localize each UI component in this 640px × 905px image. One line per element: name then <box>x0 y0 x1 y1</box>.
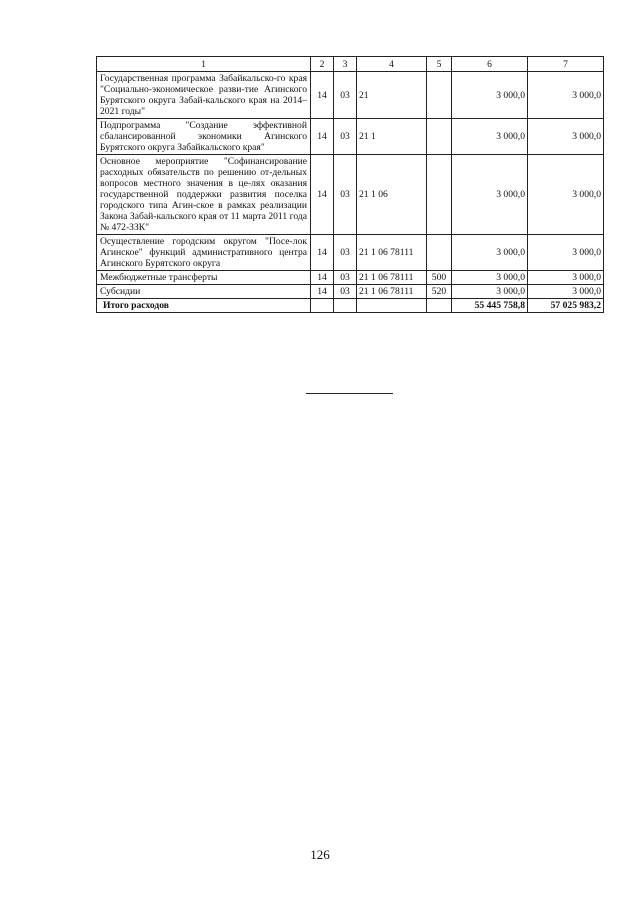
row-expense-type: 500 <box>427 271 452 285</box>
row-name: Государственная программа Забайкальско-го края "Социально-экономическое разви-тие Агинского Бурятского округа Забай-кальского края на 2014–2021 годы" <box>97 72 311 119</box>
row-subsection: 03 <box>334 72 357 119</box>
row-amount-year2: 3 000,0 <box>528 235 604 271</box>
header-cell-7: 7 <box>528 57 604 72</box>
header-cell-6: 6 <box>452 57 528 72</box>
total-empty-cell <box>311 299 334 313</box>
table-row <box>97 271 604 285</box>
row-target-code: 21 1 06 78111 <box>357 285 427 299</box>
budget-table <box>96 56 604 313</box>
row-section: 14 <box>311 271 334 285</box>
row-section: 14 <box>311 235 334 271</box>
row-expense-type <box>427 119 452 155</box>
table-row <box>97 119 604 155</box>
end-of-table-divider <box>306 393 393 394</box>
row-name: Межбюджетные трансферты <box>97 271 311 285</box>
total-empty-cell <box>357 299 427 313</box>
header-row <box>97 57 604 72</box>
row-subsection: 03 <box>334 235 357 271</box>
row-section: 14 <box>311 119 334 155</box>
row-subsection: 03 <box>334 155 357 235</box>
row-subsection: 03 <box>334 271 357 285</box>
header-cell-4: 4 <box>357 57 427 72</box>
total-amount-year2: 57 025 983,2 <box>528 299 604 313</box>
row-amount-year2: 3 000,0 <box>528 155 604 235</box>
row-expense-type: 520 <box>427 285 452 299</box>
header-cell-5: 5 <box>427 57 452 72</box>
row-section: 14 <box>311 155 334 235</box>
row-subsection: 03 <box>334 119 357 155</box>
total-empty-cell <box>334 299 357 313</box>
row-amount-year1: 3 000,0 <box>452 119 528 155</box>
row-amount-year1: 3 000,0 <box>452 72 528 119</box>
row-amount-year1: 3 000,0 <box>452 235 528 271</box>
total-row <box>97 299 604 313</box>
row-amount-year2: 3 000,0 <box>528 119 604 155</box>
row-name: Осуществление городским округом "Посе-лок Агинское" функций административного центра Агинского Бурятского округа <box>97 235 311 271</box>
row-name: Субсидии <box>97 285 311 299</box>
row-name: Основное мероприятие "Софинансирование расходных обязательств по решению от-дельных вопросов местного значения в це-лях оказания государственной поддержки развития поселка городского типа Агин-ское в рамках реализации Закона Забай-кальского края от 11 марта 2011 года № 472-ЗЗК" <box>97 155 311 235</box>
total-label: Итого расходов <box>97 299 311 313</box>
row-target-code: 21 1 06 78111 <box>357 235 427 271</box>
table-row <box>97 235 604 271</box>
row-target-code: 21 1 <box>357 119 427 155</box>
row-target-code: 21 1 06 <box>357 155 427 235</box>
row-expense-type <box>427 155 452 235</box>
row-section: 14 <box>311 72 334 119</box>
row-name: Подпрограмма "Создание эффективной сбалансированной экономики Агинского Бурятского округа Забайкальского края" <box>97 119 311 155</box>
page-number: 126 <box>310 847 330 862</box>
table-row <box>97 72 604 119</box>
row-expense-type <box>427 235 452 271</box>
row-amount-year2: 3 000,0 <box>528 72 604 119</box>
table-row <box>97 285 604 299</box>
row-target-code: 21 <box>357 72 427 119</box>
header-cell-3: 3 <box>334 57 357 72</box>
row-amount-year1: 3 000,0 <box>452 285 528 299</box>
row-amount-year2: 3 000,0 <box>528 285 604 299</box>
row-expense-type <box>427 72 452 119</box>
row-target-code: 21 1 06 78111 <box>357 271 427 285</box>
total-amount-year1: 55 445 758,8 <box>452 299 528 313</box>
row-section: 14 <box>311 285 334 299</box>
budget-table-container <box>96 56 603 313</box>
row-amount-year1: 3 000,0 <box>452 271 528 285</box>
row-amount-year2: 3 000,0 <box>528 271 604 285</box>
table-row <box>97 155 604 235</box>
total-empty-cell <box>427 299 452 313</box>
row-amount-year1: 3 000,0 <box>452 155 528 235</box>
header-cell-1: 1 <box>97 57 311 72</box>
header-cell-2: 2 <box>311 57 334 72</box>
row-subsection: 03 <box>334 285 357 299</box>
